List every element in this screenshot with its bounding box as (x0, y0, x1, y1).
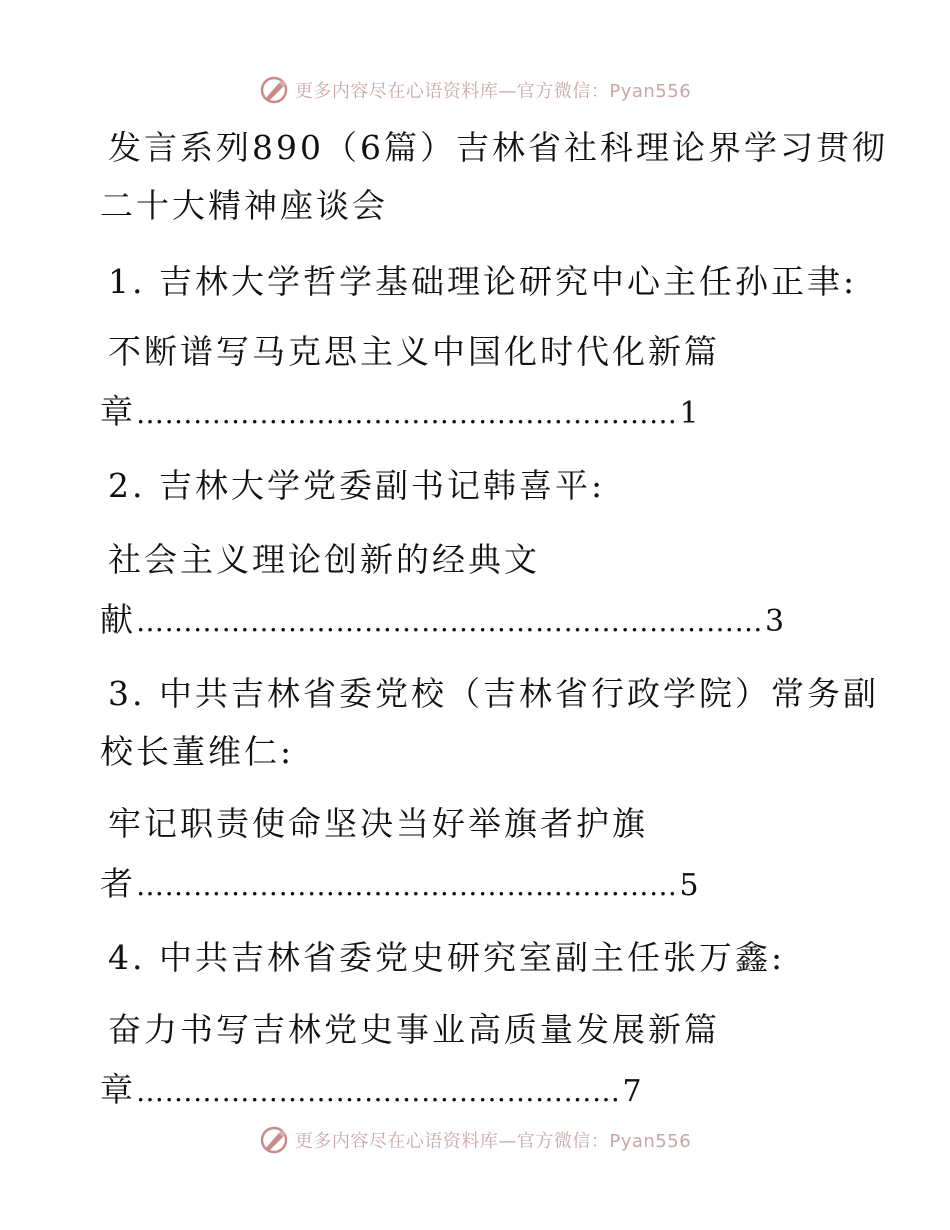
toc-entry-2-title-tail: 献 (100, 600, 136, 639)
pen-logo-icon (259, 1125, 289, 1155)
toc-entry-1-dots: ………………………………………………… (136, 397, 678, 430)
toc-entry-2-page: 3 (765, 604, 785, 639)
toc-entry-4-title-tail: 章 (100, 1070, 136, 1109)
toc-entry-3-page: 5 (679, 868, 699, 903)
toc-entry-1-leader-row[interactable] (100, 392, 699, 434)
toc-entry-2-title: 社会主义理论创新的经典文 (108, 540, 540, 579)
toc-entry-2-heading: 2. 吉林大学党委副书记韩喜平: (108, 466, 606, 505)
toc-entry-1-page: 1 (679, 396, 699, 431)
toc-entry-1-heading: 1. 吉林大学哲学基础理论研究中心主任孙正聿: (108, 262, 858, 301)
watermark-text: 更多内容尽在心语资料库—官方微信：Pyan556 (294, 81, 692, 102)
toc-entry-3-title: 牢记职责使命坚决当好举旗者护旗 (108, 804, 648, 843)
toc-entry-4-leader-row[interactable] (100, 1070, 642, 1112)
document-title-line1: 发言系列890（6篇）吉林省社科理论界学习贯彻 (108, 128, 888, 167)
toc-entry-4-title: 奋力书写吉林党史事业高质量发展新篇 (108, 1010, 720, 1049)
toc-entry-3-title-tail: 者 (100, 864, 136, 903)
toc-entry-2-leader-row[interactable] (100, 600, 784, 642)
watermark-text: 更多内容尽在心语资料库—官方微信：Pyan556 (294, 1131, 692, 1152)
toc-entry-4-heading: 4. 中共吉林省委党史研究室副主任张万鑫: (108, 938, 786, 977)
toc-entry-4-page: 7 (622, 1074, 642, 1109)
toc-entry-1-title-tail: 章 (100, 392, 136, 431)
toc-entry-2-dots: ………………………………………………………… (136, 605, 763, 638)
footer-watermark (0, 1120, 950, 1160)
toc-entry-3-heading-line2: 校长董维仁: (100, 732, 295, 771)
pen-logo-icon (259, 75, 289, 105)
header-watermark (0, 70, 950, 110)
toc-entry-4-dots: …………………………………………… (136, 1075, 621, 1108)
document-title-line2: 二十大精神座谈会 (100, 186, 388, 225)
toc-entry-1-title: 不断谱写马克思主义中国化时代化新篇 (108, 332, 720, 371)
toc-entry-3-heading-line1: 3. 中共吉林省委党校（吉林省行政学院）常务副 (108, 674, 879, 713)
toc-entry-3-leader-row[interactable] (100, 864, 699, 906)
toc-entry-3-dots: ………………………………………………… (136, 869, 678, 902)
